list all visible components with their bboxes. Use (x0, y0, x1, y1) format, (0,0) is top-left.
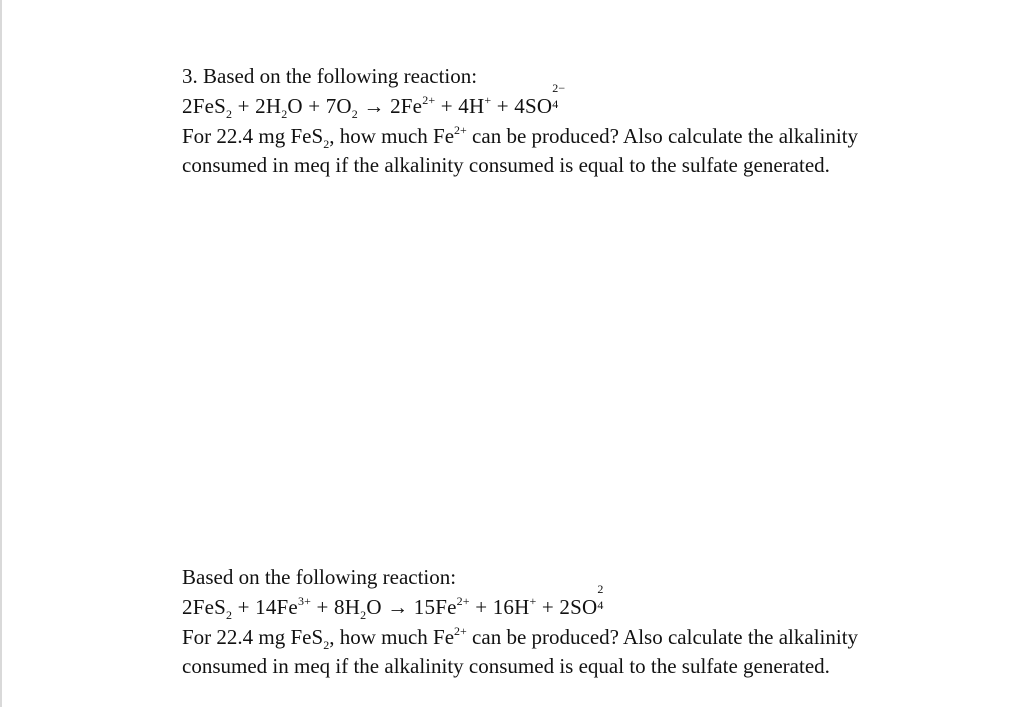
eq2-term-3: + 8H (311, 595, 361, 619)
eq1-term-1: 2FeS (182, 94, 226, 118)
eq1-sub-1: 2 (225, 107, 233, 121)
problem-2-heading: Based on the following reaction: (182, 565, 457, 589)
q2-part-b: , how much Fe (329, 625, 455, 649)
q2-part-a-sub: 2 (323, 638, 330, 652)
q1-part-a: For 22.4 mg FeS (182, 124, 324, 148)
eq2-term-2: + 14Fe (232, 595, 298, 619)
problem-2-equation (182, 582, 982, 623)
eq1-term-3: O + 7O (287, 94, 352, 118)
eq2-sup-4: 2+ (456, 594, 470, 608)
eq2-term-5: + 16H (469, 595, 530, 619)
eq2-term-6: + 2SO (536, 595, 598, 619)
eq2-sup-2: 3+ (297, 594, 312, 608)
eq1-sub-3: 2 (351, 107, 358, 121)
problem-1-heading: 3. Based on the following reaction: (182, 64, 478, 88)
problem-2 (182, 563, 982, 681)
eq1-sub-6: 4 (552, 97, 559, 111)
problem-1 (182, 62, 982, 180)
eq2-sub-1: 2 (225, 608, 233, 622)
eq2-sup-5: + (529, 594, 537, 608)
eq1-term-4: → 2Fe (357, 94, 423, 118)
eq1-term-2: + 2H (232, 94, 282, 118)
eq1-term-6: + 4SO (491, 94, 553, 118)
eq1-sup-4: 2+ (422, 93, 436, 107)
q1-part-b-sup: 2+ (454, 123, 467, 137)
page-left-border (0, 0, 2, 707)
eq1-sup-6: 2− (552, 81, 566, 95)
q2-part-c: can be produced? Also calculate the alkalinity (466, 625, 859, 649)
q1-part-b: , how much Fe (329, 124, 455, 148)
eq1-sup-5: + (484, 93, 492, 107)
problem-1-question-line-1 (182, 122, 982, 151)
eq2-sub-3: 2 (360, 608, 367, 622)
q1-part-a-sub: 2 (323, 137, 330, 151)
problem-1-question-line-2: consumed in meq if the alkalinity consumed is equal to the sulfate generated. (182, 153, 830, 177)
eq2-term-1: 2FeS (182, 595, 226, 619)
problem-2-question-line-2: consumed in meq if the alkalinity consumed is equal to the sulfate generated. (182, 654, 830, 678)
eq2-sup-6: 2 (597, 582, 604, 596)
eq1-sub-2: 2 (281, 107, 288, 121)
eq2-sub-6: 4 (597, 598, 604, 612)
q2-part-a: For 22.4 mg FeS (182, 625, 324, 649)
q2-part-b-sup: 2+ (454, 624, 467, 638)
eq2-term-4: O → 15Fe (366, 595, 457, 619)
problem-2-question-line-1 (182, 623, 982, 652)
eq1-term-5: + 4H (435, 94, 485, 118)
problem-1-equation (182, 81, 982, 122)
q1-part-c: can be produced? Also calculate the alkalinity (466, 124, 859, 148)
